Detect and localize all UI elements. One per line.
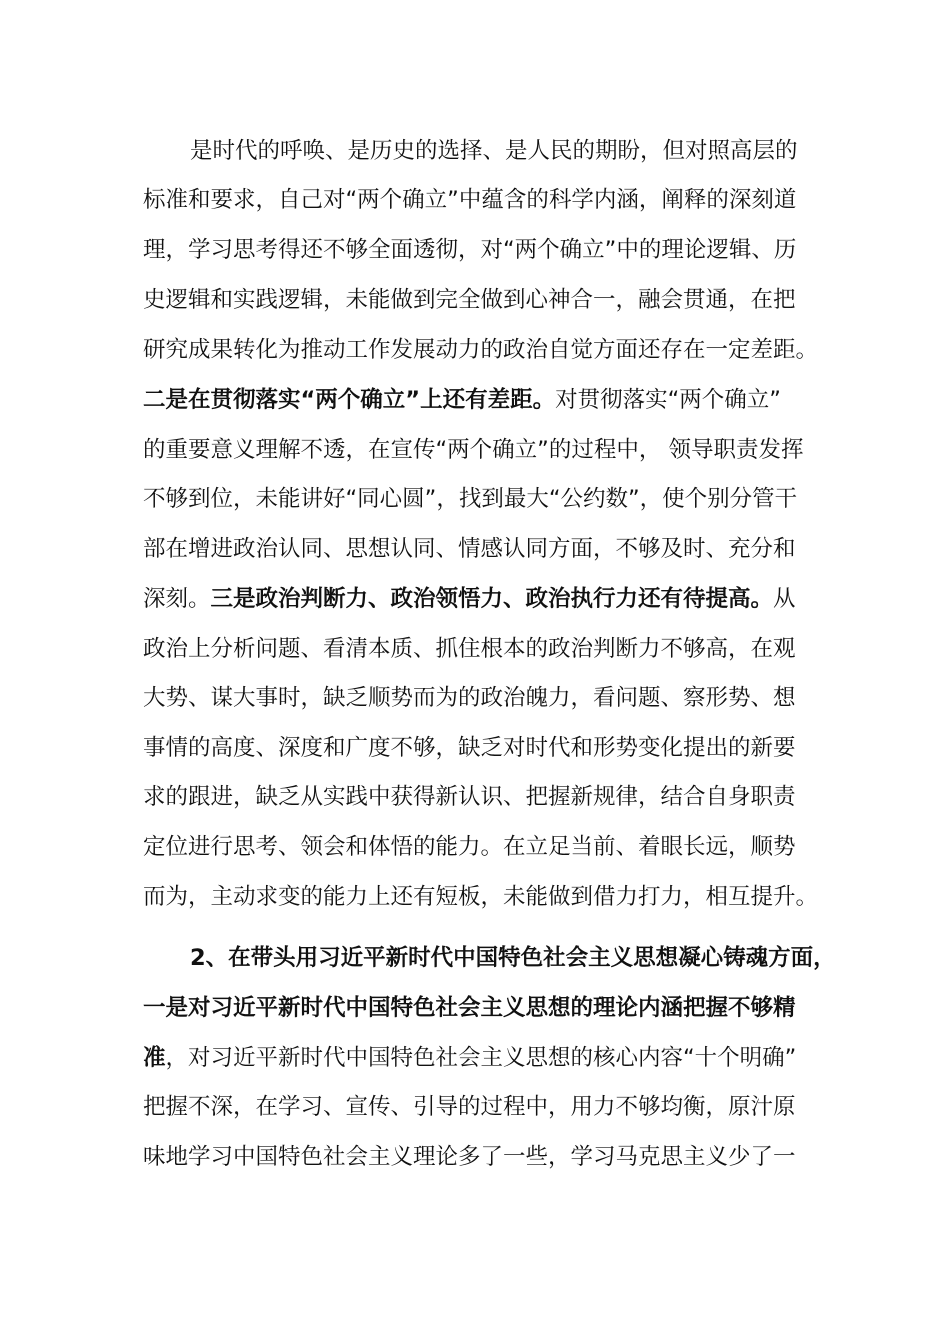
text-line bbox=[190, 938, 836, 978]
bold-heading-span: 2、在带头用习近平新时代中国特色社会主义思想凝心铸魂方面， bbox=[190, 945, 836, 971]
text-line bbox=[143, 678, 796, 718]
text-span: 标准和要求，自己对“两个确立”中蕴含的科学内涵，阐释的深刻道 bbox=[143, 187, 797, 213]
text-line bbox=[143, 430, 803, 470]
text-span: 把握不深，在学习、宣传、引导的过程中，用力不够均衡，原汁原 bbox=[143, 1094, 796, 1120]
text-span: ，对习近平新时代中国特色社会主义思想的核心内容“十个明确” bbox=[165, 1045, 797, 1071]
text-line bbox=[190, 131, 798, 171]
text-line bbox=[143, 479, 797, 519]
bold-heading-span: 三是政治判断力、政治领悟力、政治执行力还有待提高。 bbox=[210, 586, 774, 612]
bold-heading-span: 二是在贯彻落实“两个确立”上还有差距。 bbox=[143, 387, 556, 413]
text-line bbox=[143, 529, 796, 569]
text-span: 从 bbox=[773, 586, 796, 612]
bold-heading-span: 准 bbox=[143, 1045, 166, 1071]
text-span: 而为，主动求变的能力上还有短板，未能做到借力打力，相互提升。 bbox=[143, 884, 819, 910]
text-span: 史逻辑和实践逻辑，未能做到完全做到心神合一，融会贯通，在把 bbox=[143, 287, 796, 313]
text-line bbox=[143, 1087, 796, 1127]
text-line bbox=[143, 579, 796, 619]
text-span: 不够到位，未能讲好“同心圆”，找到最大“公约数”，使个别分管干 bbox=[143, 486, 798, 512]
text-span: 研究成果转化为推动工作发展动力的政治自觉方面还存在一定差距。 bbox=[143, 337, 819, 363]
text-line bbox=[143, 330, 818, 370]
text-line bbox=[143, 380, 781, 420]
text-line bbox=[143, 230, 796, 270]
text-line bbox=[143, 777, 796, 817]
text-span: 的重要意义理解不透，在宣传“两个确立”的过程中， 领导职责发挥 bbox=[143, 437, 804, 463]
text-span: 求的跟进，缺乏从实践中获得新认识、把握新规律，结合自身职责 bbox=[143, 784, 796, 810]
text-span: 深刻。 bbox=[143, 586, 211, 612]
text-line bbox=[143, 988, 796, 1028]
text-span: 政治上分析问题、看清本质、抓住根本的政治判断力不够高，在观 bbox=[143, 636, 796, 662]
text-span: 定位进行思考、领会和体悟的能力。在立足当前、着眼长远，顺势 bbox=[143, 834, 796, 860]
bold-heading-span: 一是对习近平新时代中国特色社会主义思想的理论内涵把握不够精 bbox=[143, 995, 796, 1021]
text-line bbox=[143, 827, 796, 867]
text-line bbox=[143, 728, 796, 768]
text-line bbox=[143, 1038, 796, 1078]
text-line bbox=[143, 280, 796, 320]
text-span: 部在增进政治认同、思想认同、情感认同方面，不够及时、充分和 bbox=[143, 536, 796, 562]
text-line bbox=[143, 629, 796, 669]
text-span: 是时代的呼唤、是历史的选择、是人民的期盼，但对照高层的 bbox=[190, 138, 798, 164]
text-span: 大势、谋大事时，缺乏顺势而为的政治魄力，看问题、察形势、想 bbox=[143, 685, 796, 711]
text-line bbox=[143, 877, 818, 917]
text-span: 事情的高度、深度和广度不够，缺乏对时代和形势变化提出的新要 bbox=[143, 735, 796, 761]
text-span: 理，学习思考得还不够全面透彻，对“两个确立”中的理论逻辑、历 bbox=[143, 237, 797, 263]
text-span: 味地学习中国特色社会主义理论多了一些，学习马克思主义少了一 bbox=[143, 1144, 796, 1170]
text-line bbox=[143, 180, 796, 220]
text-span: 对贯彻落实“两个确立” bbox=[555, 387, 781, 413]
text-line bbox=[143, 1137, 796, 1177]
